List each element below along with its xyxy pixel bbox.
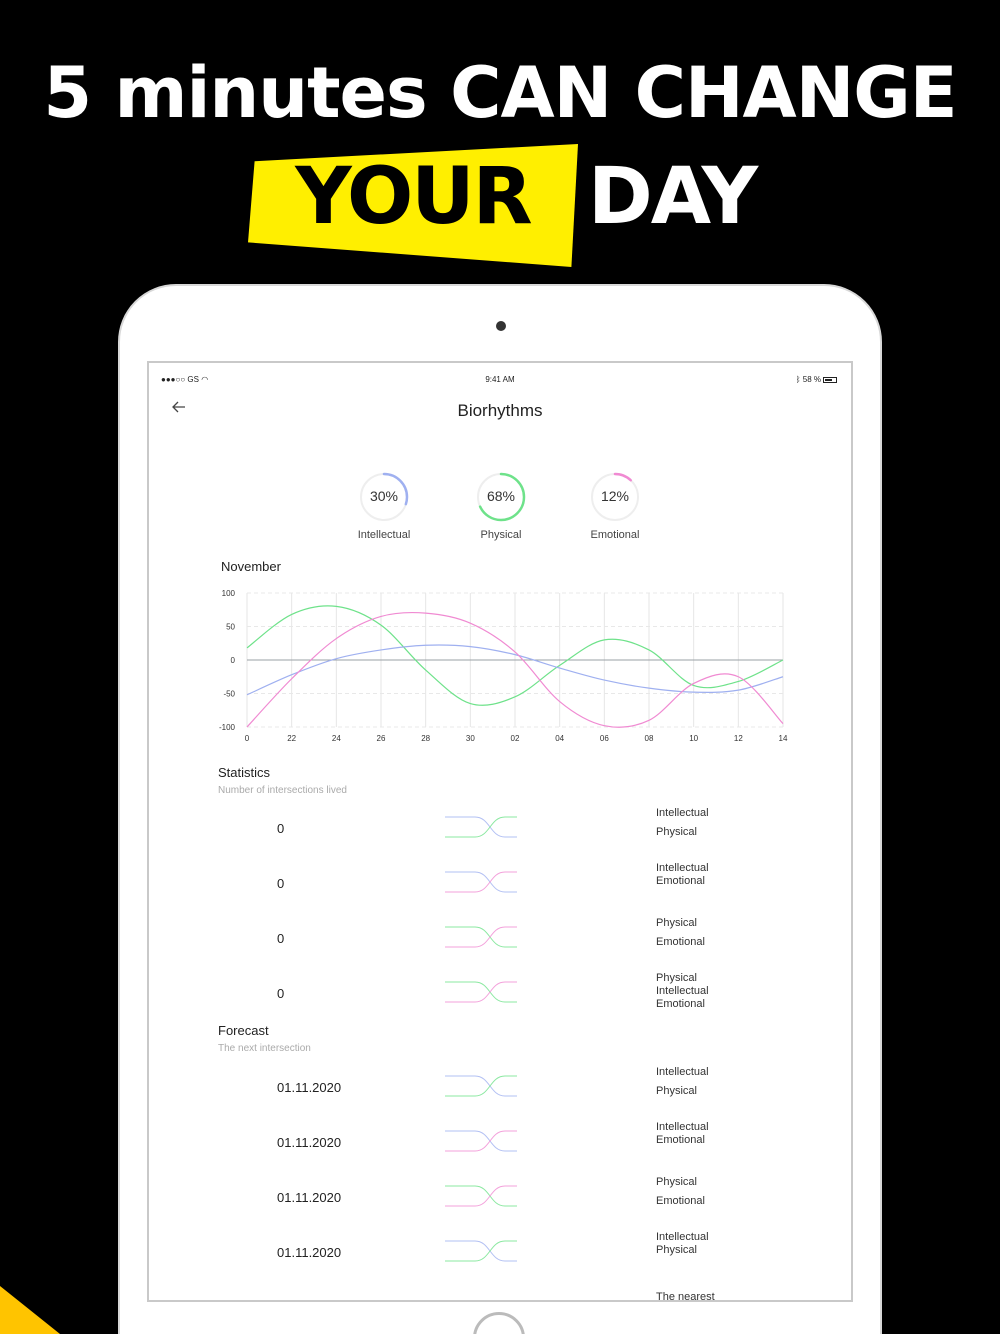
y-tick-label: 50 <box>226 622 235 632</box>
forecast-subtitle: The next intersection <box>218 1043 311 1054</box>
intersection-curve <box>445 1076 517 1096</box>
rhythm-name: Emotional <box>656 998 705 1010</box>
chart-title: November <box>221 559 281 574</box>
biorhythm-chart <box>209 581 799 751</box>
y-tick-label: -100 <box>218 723 235 732</box>
forecast-value: 01.11.2020 <box>277 1245 342 1260</box>
x-tick-label: 04 <box>555 734 565 743</box>
intersection-curve <box>445 927 517 947</box>
rhythm-name: Intellectual <box>656 1066 709 1078</box>
intersection-curve <box>445 1186 517 1206</box>
rhythm-name: Intellectual <box>656 985 709 997</box>
forecast-labels <box>656 1121 709 1147</box>
intersection-curve <box>445 1241 517 1261</box>
carrier-signal: ●●●○○ GS ◠ <box>161 375 209 384</box>
rhythm-name: Intellectual <box>656 862 709 874</box>
intersection-curve <box>445 817 517 837</box>
statistics-title: Statistics <box>218 765 271 780</box>
forecast-value: 01.11.2020 <box>277 1135 342 1150</box>
x-tick-label: 24 <box>331 734 341 743</box>
statistics-labels <box>656 807 709 839</box>
ring-label: Physical <box>480 529 522 541</box>
ring-label: Intellectual <box>357 529 411 541</box>
intersection-graphic <box>445 813 525 843</box>
ring-value: 68% <box>486 488 516 504</box>
intersection-curve <box>445 927 517 947</box>
statistics-row <box>149 862 851 926</box>
x-tick-label: 14 <box>778 734 788 743</box>
status-time: 9:41 AM <box>485 375 515 384</box>
statistics-row <box>149 807 851 871</box>
statistics-value: 0 <box>277 931 285 946</box>
ring-emotional <box>565 471 665 541</box>
corner-accent <box>0 1286 60 1334</box>
intersection-graphic <box>445 923 525 953</box>
x-tick-label: 06 <box>599 734 609 743</box>
forecast-title: Forecast <box>218 1023 269 1038</box>
forecast-row <box>149 1176 851 1240</box>
ring-value: 30% <box>369 488 399 504</box>
x-tick-label: 28 <box>421 734 431 743</box>
statistics-subtitle: Number of intersections lived <box>218 785 347 796</box>
rhythm-name: Physical <box>656 917 697 929</box>
intersection-curve <box>445 982 517 1002</box>
intersection-graphic <box>445 1182 525 1212</box>
x-tick-label: 10 <box>689 734 699 743</box>
intersection-curve <box>445 872 517 892</box>
rhythm-name: Physical <box>656 972 697 984</box>
forecast-labels <box>656 1066 709 1098</box>
rhythm-name: Physical <box>656 1176 697 1188</box>
rhythm-name: Physical <box>656 1244 697 1256</box>
forecast-row <box>149 1231 851 1295</box>
rhythm-name: Physical <box>656 1085 697 1097</box>
x-tick-label: 30 <box>465 734 475 743</box>
x-tick-label: 02 <box>510 734 520 743</box>
headline-highlight-word: YOUR <box>295 152 531 242</box>
rhythm-name: Emotional <box>656 1134 705 1146</box>
rhythm-name: Emotional <box>656 875 705 887</box>
rhythm-name: Emotional <box>656 1195 705 1207</box>
intersection-curve <box>445 1131 517 1151</box>
statistics-value: 0 <box>277 876 285 891</box>
rhythm-name: Physical <box>656 826 697 838</box>
page-title: Biorhythms <box>457 401 543 420</box>
status-bar <box>149 375 851 389</box>
intersection-graphic <box>445 1127 525 1157</box>
x-tick-label: 12 <box>733 734 743 743</box>
forecast-row <box>149 1121 851 1185</box>
intersection-curve <box>445 1186 517 1206</box>
battery-status: ᛒ 58 % <box>796 375 837 384</box>
headline-line-2-end: DAY <box>588 152 757 242</box>
y-tick-label: 100 <box>221 589 235 598</box>
statistics-value: 0 <box>277 821 285 836</box>
x-tick-label: 0 <box>244 734 250 743</box>
app-screen <box>147 361 853 1302</box>
ring-physical <box>451 471 551 541</box>
forecast-partial-label: The nearest <box>656 1291 715 1302</box>
ring-label: Emotional <box>590 529 640 541</box>
intersection-curve <box>445 1076 517 1096</box>
intersection-graphic <box>445 868 525 898</box>
x-tick-label: 22 <box>287 734 297 743</box>
ring-intellectual <box>334 471 434 541</box>
ring-value: 12% <box>600 488 630 504</box>
intersection-graphic <box>445 1237 525 1267</box>
wifi-icon: ◠ <box>201 375 209 384</box>
statistics-labels <box>656 917 705 949</box>
x-tick-label: 26 <box>376 734 386 743</box>
forecast-row <box>149 1066 851 1130</box>
rhythm-name: Intellectual <box>656 807 709 819</box>
intersection-curve <box>445 1131 517 1151</box>
rhythm-name: Intellectual <box>656 1121 709 1133</box>
bluetooth-icon: ᛒ <box>795 375 801 384</box>
camera-icon <box>496 321 506 331</box>
rhythm-name: Intellectual <box>656 1231 709 1243</box>
forecast-labels <box>656 1176 705 1208</box>
statistics-labels <box>656 862 709 888</box>
forecast-labels <box>656 1231 709 1257</box>
y-tick-label: -50 <box>223 689 235 699</box>
intersection-curve <box>445 817 517 837</box>
intersection-curve <box>445 1241 517 1261</box>
statistics-labels <box>656 972 709 1011</box>
intersection-graphic <box>445 978 525 1008</box>
statistics-value: 0 <box>277 986 285 1001</box>
intersection-graphic <box>445 1072 525 1102</box>
headline-line-1: 5 minutes CAN CHANGE <box>43 52 957 134</box>
battery-icon <box>823 377 837 383</box>
x-tick-label: 08 <box>644 734 654 743</box>
statistics-row <box>149 917 851 981</box>
rhythm-name: Emotional <box>656 936 705 948</box>
forecast-value: 01.11.2020 <box>277 1190 342 1205</box>
y-tick-label: 0 <box>230 656 235 665</box>
intersection-curve <box>445 872 517 892</box>
forecast-value: 01.11.2020 <box>277 1080 342 1095</box>
intersection-curve <box>445 982 517 1002</box>
